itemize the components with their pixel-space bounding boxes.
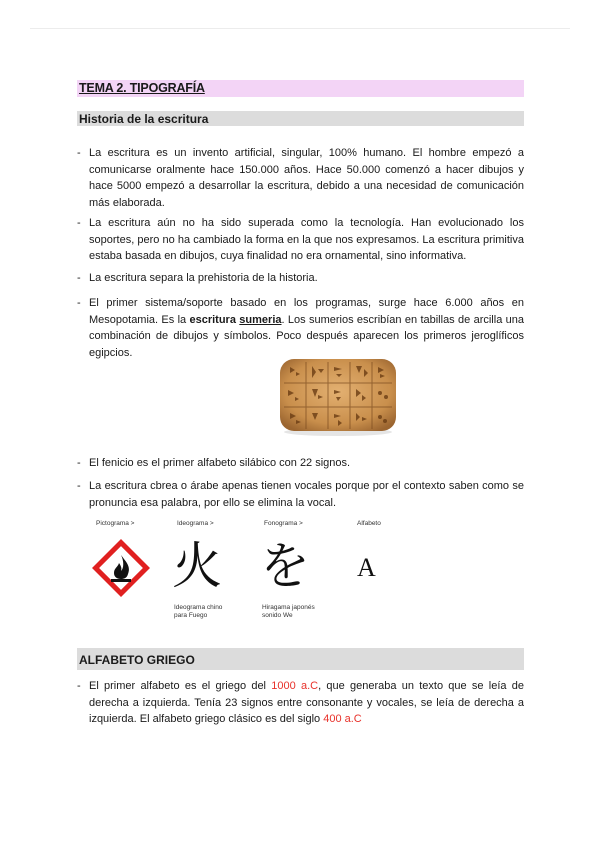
text-bold-underline: sumeria — [239, 313, 282, 326]
text-bold: escritura — [189, 313, 240, 326]
caption-line: sonido We — [262, 612, 293, 619]
list-item-text — [89, 295, 524, 361]
ideogram-fire-glyph: 火 — [172, 537, 222, 595]
list-dash: - — [77, 480, 81, 492]
page-top-divider — [30, 28, 570, 29]
list-item-text: La escritura separa la prehistoria de la historia. — [89, 272, 318, 284]
list-dash: - — [77, 297, 81, 309]
list-item — [77, 145, 524, 211]
fonograma-caption — [262, 604, 315, 620]
date-highlight: 400 a.C — [323, 713, 362, 725]
list-item — [77, 270, 524, 287]
list-item — [77, 215, 524, 265]
figure-label-pictograma: Pictograma > — [96, 520, 135, 527]
list-item-text: La escritura aún no ha sido superada como la tecnología. Han evolucionado los soportes, pero no ha cambiado la forma en la que nos expresamos. La escritura primitiva estaba basada en dibujos, cuya finalidad no era ornamental, sino informativa. — [89, 217, 524, 262]
section-heading-historia: Historia de la escritura — [79, 112, 209, 126]
hiragana-wo-glyph: を — [260, 537, 310, 595]
list-dash: - — [77, 217, 81, 229]
text-run: . Los sumerios escribían en tabillas de arcilla una combinación de dibujos y símbolos. Poco después aparecen los primeros jeroglíficos egipcios. — [89, 313, 525, 359]
flammable-hazard-icon — [91, 538, 151, 598]
section-heading-alfabeto-griego: ALFABETO GRIEGO — [79, 653, 195, 667]
list-dash: - — [77, 680, 81, 692]
list-item — [77, 478, 524, 511]
list-item — [77, 295, 524, 361]
date-highlight: 1000 a.C — [271, 680, 319, 692]
text-run: El primer alfabeto es el griego del — [89, 680, 272, 692]
text-run: El primer sistema/soporte basado en los programas, surge hace 6.000 años en Mesopotamia. Es la — [89, 297, 524, 326]
list-dash: - — [77, 272, 81, 284]
list-item-text — [89, 678, 524, 728]
list-item — [77, 455, 524, 472]
list-dash: - — [77, 457, 81, 469]
list-item-text: La escritura es un invento artificial, singular, 100% humano. El hombre empezó a comunicarse oralmente hace 150.000 años. Hace 50.000 comenzó a hacer dibujos y hace 5000 empezó a desarrollar la escritura, debido a una necesidad de comunicación más elaborada. — [89, 147, 524, 209]
ideograma-caption — [174, 604, 222, 620]
figure-label-ideograma: Ideograma > — [177, 520, 214, 527]
list-dash: - — [77, 147, 81, 159]
list-item — [77, 678, 524, 728]
text-run: , que generaba un texto que se leía de derecha a izquierda. Tenía 23 signos entre consonante y vocales, se leía de derecha a izquierda. El alfabeto griego clásico es del siglo — [89, 680, 524, 725]
caption-line: Ideograma chino — [174, 604, 223, 611]
figure-label-fonograma: Fonograma > — [264, 520, 303, 527]
caption-line: Hiragama japonés — [262, 604, 315, 611]
sumerian-tablet-image — [276, 357, 400, 436]
caption-line: para Fuego — [174, 612, 208, 619]
alphabet-a-glyph: A — [357, 553, 376, 582]
list-item-text: El fenicio es el primer alfabeto silábico con 22 signos. — [89, 457, 351, 469]
page-title: TEMA 2. TIPOGRAFÍA — [79, 81, 205, 95]
list-item-text: La escritura cbrea o árabe apenas tienen vocales porque por el contexto saben como se pronuncia esa palabra, por ello se elimina la vocal. — [89, 480, 524, 509]
figure-label-alfabeto: Alfabeto — [357, 520, 381, 527]
